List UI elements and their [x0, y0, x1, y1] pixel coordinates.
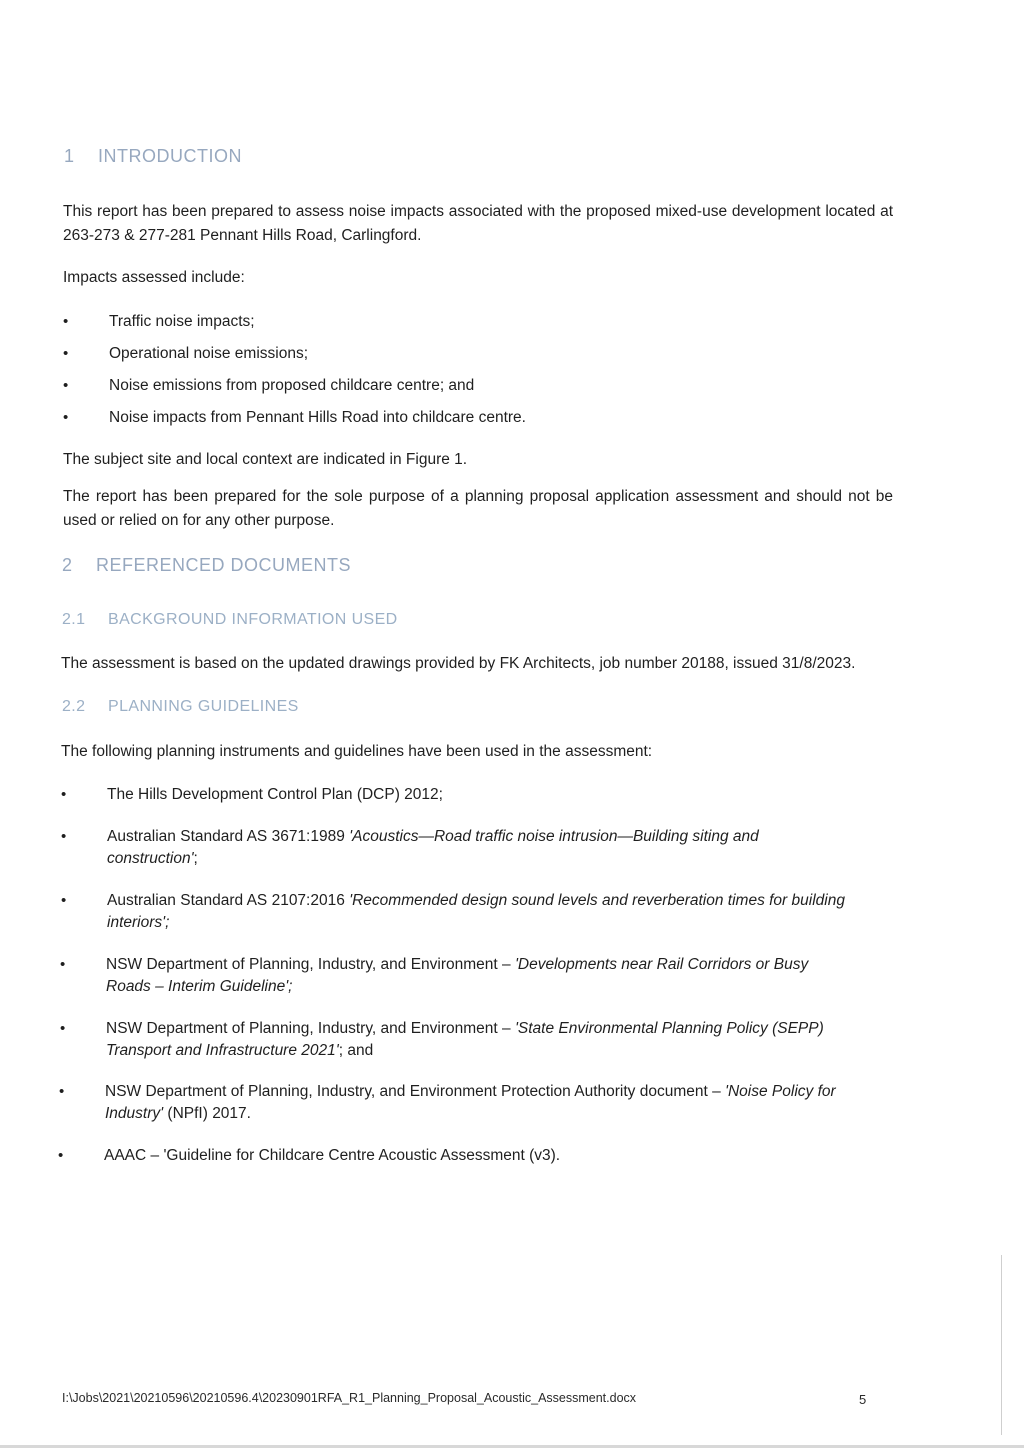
- list-item-text: The Hills Development Control Plan (DCP) 2012;: [107, 786, 443, 803]
- bullet-glyph: •: [60, 956, 66, 973]
- bullet-glyph: •: [61, 786, 67, 803]
- heading-title: BACKGROUND INFORMATION USED: [108, 611, 398, 628]
- list-item-text: NSW Department of Planning, Industry, and Environment – 'State Environmental Planning Policy (SEPP) Transport and Infrastructure 2021'; and: [106, 1020, 824, 1059]
- list-item-text: NSW Department of Planning, Industry, and Environment – 'Developments near Rail Corridors or Busy Roads – Interim Guideline';: [106, 956, 809, 995]
- heading-introduction: [64, 146, 242, 167]
- page-number: 5: [859, 1392, 867, 1407]
- bullet-glyph: •: [63, 409, 69, 426]
- list-item-text: Traffic noise impacts;: [109, 313, 255, 330]
- list-item-text: Australian Standard AS 2107:2016 'Recommended design sound levels and reverberation times for building interiors';: [107, 892, 845, 931]
- list-item-text: Operational noise emissions;: [109, 345, 309, 362]
- bullet-glyph: •: [61, 828, 67, 845]
- heading-title: PLANNING GUIDELINES: [108, 698, 299, 715]
- list-item-text: Noise emissions from proposed childcare centre; and: [109, 377, 475, 394]
- heading-planning-guidelines: [62, 698, 299, 716]
- heading-number: 2.2: [62, 698, 86, 715]
- bullet-glyph: •: [63, 377, 69, 394]
- heading-number: 2: [62, 555, 73, 575]
- bullet-glyph: •: [61, 892, 67, 909]
- bullet-glyph: •: [63, 345, 69, 362]
- heading-referenced-documents: [62, 555, 351, 576]
- planning-paragraph: The following planning instruments and guidelines have been used in the assessment:: [61, 743, 653, 760]
- bullet-glyph: •: [58, 1147, 64, 1164]
- intro-paragraph-2: Impacts assessed include:: [63, 269, 245, 286]
- heading-background-information: [62, 611, 398, 629]
- heading-title: INTRODUCTION: [98, 146, 242, 166]
- list-item-text: AAAC – 'Guideline for Childcare Centre Acoustic Assessment (v3).: [104, 1147, 561, 1164]
- bullet-glyph: •: [59, 1083, 65, 1100]
- intro-paragraph-4: The report has been prepared for the sole purpose of a planning proposal application assessment and should not be used or relied on for any other purpose.: [63, 488, 893, 529]
- list-item-text: Australian Standard AS 3671:1989 'Acoustics—Road traffic noise intrusion—Building siting and construction';: [107, 828, 759, 867]
- heading-title: REFERENCED DOCUMENTS: [96, 555, 352, 575]
- heading-number: 2.1: [62, 611, 86, 628]
- footer-file-path: I:\Jobs\2021\20210596\20210596.4\20230901RFA_R1_Planning_Proposal_Acoustic_Assessment.docx: [62, 1391, 637, 1405]
- list-item-text: NSW Department of Planning, Industry, and Environment Protection Authority document – 'Noise Policy for Industry' (NPfI) 2017.: [105, 1083, 836, 1122]
- intro-paragraph-3: The subject site and local context are indicated in Figure 1.: [63, 451, 468, 468]
- intro-paragraph-1: This report has been prepared to assess noise impacts associated with the proposed mixed-use development located at 263-273 & 277-281 Pennant Hills Road, Carlingford.: [63, 203, 893, 244]
- page-edge-line: [1001, 1255, 1002, 1435]
- heading-number: 1: [64, 146, 75, 166]
- list-item-text: Noise impacts from Pennant Hills Road into childcare centre.: [109, 409, 526, 426]
- background-paragraph: The assessment is based on the updated drawings provided by FK Architects, job number 20188, issued 31/8/2023.: [61, 655, 856, 672]
- bullet-glyph: •: [63, 313, 69, 330]
- bullet-glyph: •: [60, 1020, 66, 1037]
